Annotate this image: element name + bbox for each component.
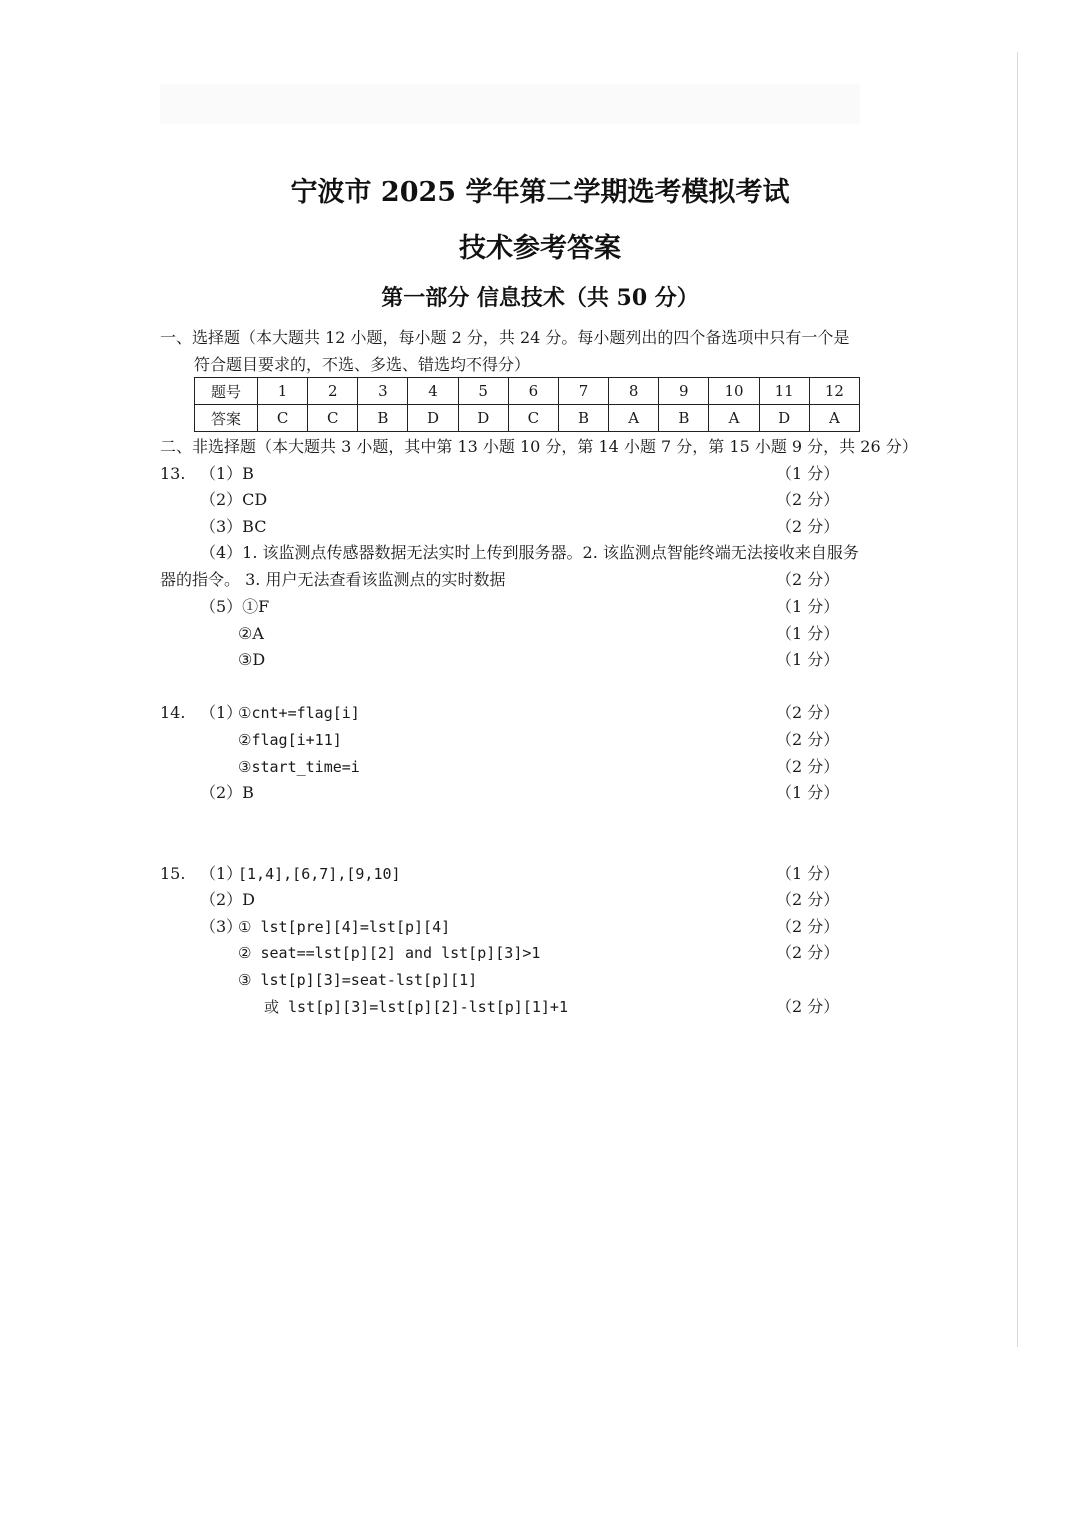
q15-part3a-score: （2 分） — [776, 917, 840, 936]
table-cell: C — [308, 405, 358, 432]
q15-part3b-score: （2 分） — [776, 943, 840, 962]
q14-part1a-score: （2 分） — [776, 703, 840, 722]
q15-part3-prefix: （3） — [200, 917, 243, 936]
table-cell: C — [508, 405, 558, 432]
q13-part5b: ②A — [238, 624, 264, 643]
q13-part1: （1）B — [200, 464, 254, 483]
q15-part3b: ② seat==lst[p][2] and lst[p][3]>1 — [238, 944, 541, 962]
table-cell: 10 — [709, 378, 759, 405]
table-cell: 11 — [759, 378, 809, 405]
q14-number: 14. — [160, 703, 186, 722]
q15-part3c: ③ lst[p][3]=seat-lst[p][1] — [238, 971, 478, 989]
scan-smudge — [160, 84, 860, 124]
table-cell: 4 — [408, 378, 458, 405]
answer-table — [194, 377, 860, 432]
row-label-answer: 答案 — [195, 405, 258, 432]
q13-part2: （2）CD — [200, 490, 268, 509]
table-cell: 1 — [258, 378, 308, 405]
q15-part2: （2）D — [200, 890, 256, 909]
table-cell: 9 — [659, 378, 709, 405]
answer-table-answer-row — [195, 405, 860, 432]
q15-part1: [1,4],[6,7],[9,10] — [238, 865, 401, 883]
q13-part5a-score: （1 分） — [776, 597, 840, 616]
table-cell: B — [659, 405, 709, 432]
q15-number: 15. — [160, 864, 186, 883]
section2-heading: 二、非选择题（本大题共 3 小题，其中第 13 小题 10 分，第 14 小题 7 分，第 15 小题 9 分，共 26 分） — [160, 437, 918, 456]
q13-part1-score: （1 分） — [776, 464, 840, 483]
exam-title: 宁波市 2025 学年第二学期选考模拟考试 — [290, 177, 790, 208]
table-cell: 5 — [458, 378, 508, 405]
q15-part3d: 或 lst[p][3]=lst[p][2]-lst[p][1]+1 — [264, 998, 568, 1016]
table-cell: 6 — [508, 378, 558, 405]
q13-part3-score: （2 分） — [776, 517, 840, 536]
q14-part1c-score: （2 分） — [776, 757, 840, 776]
section1-instructions-line1: 一、选择题（本大题共 12 小题，每小题 2 分，共 24 分。每小题列出的四个备选项中只有一个是 — [160, 328, 850, 347]
table-cell: B — [358, 405, 408, 432]
q13-part5c-score: （1 分） — [776, 650, 840, 669]
q15-part1-prefix: （1） — [200, 864, 243, 883]
table-cell: B — [558, 405, 608, 432]
table-cell: 3 — [358, 378, 408, 405]
q13-part5b-score: （1 分） — [776, 624, 840, 643]
q13-part4-line2: 器的指令。 3. 用户无法查看该监测点的实时数据 — [160, 570, 506, 589]
q13-part4-line1: （4）1. 该监测点传感器数据无法实时上传到服务器。2. 该监测点智能终端无法接收来自服务 — [200, 543, 859, 562]
table-cell: A — [609, 405, 659, 432]
table-cell: D — [408, 405, 458, 432]
table-cell: 8 — [609, 378, 659, 405]
q14-part1-prefix: （1） — [200, 703, 243, 722]
table-cell: A — [709, 405, 759, 432]
q13-number: 13. — [160, 464, 186, 483]
q15-part2-score: （2 分） — [776, 890, 840, 909]
q13-part4-score: （2 分） — [776, 570, 840, 589]
q13-part3: （3）BC — [200, 517, 267, 536]
table-cell: 7 — [558, 378, 608, 405]
table-cell: C — [258, 405, 308, 432]
q14-part1b-score: （2 分） — [776, 730, 840, 749]
table-cell: D — [458, 405, 508, 432]
q14-part1c: ③start_time=i — [238, 758, 360, 776]
section1-instructions-line2: 符合题目要求的，不选、多选、错选均不得分） — [194, 355, 531, 374]
part-heading: 第一部分 信息技术（共 50 分） — [381, 285, 699, 311]
table-cell: D — [759, 405, 809, 432]
q14-part2: （2）B — [200, 783, 254, 802]
table-cell: 2 — [308, 378, 358, 405]
table-cell: 12 — [809, 378, 859, 405]
q15-part3d-score: （2 分） — [776, 997, 840, 1016]
table-cell: A — [809, 405, 859, 432]
answer-key-subtitle: 技术参考答案 — [459, 233, 621, 264]
q14-part2-score: （1 分） — [776, 783, 840, 802]
q15-part1-score: （1 分） — [776, 864, 840, 883]
row-label-number: 题号 — [195, 378, 258, 405]
q15-part3a: ① lst[pre][4]=lst[p][4] — [238, 918, 451, 936]
q13-part2-score: （2 分） — [776, 490, 840, 509]
answer-table-number-row — [195, 378, 860, 405]
q13-part5c: ③D — [238, 650, 266, 669]
q13-part5a: （5）①F — [200, 597, 270, 616]
q14-part1b: ②flag[i+11] — [238, 731, 342, 749]
q14-part1a: ①cnt+=flag[i] — [238, 704, 360, 722]
